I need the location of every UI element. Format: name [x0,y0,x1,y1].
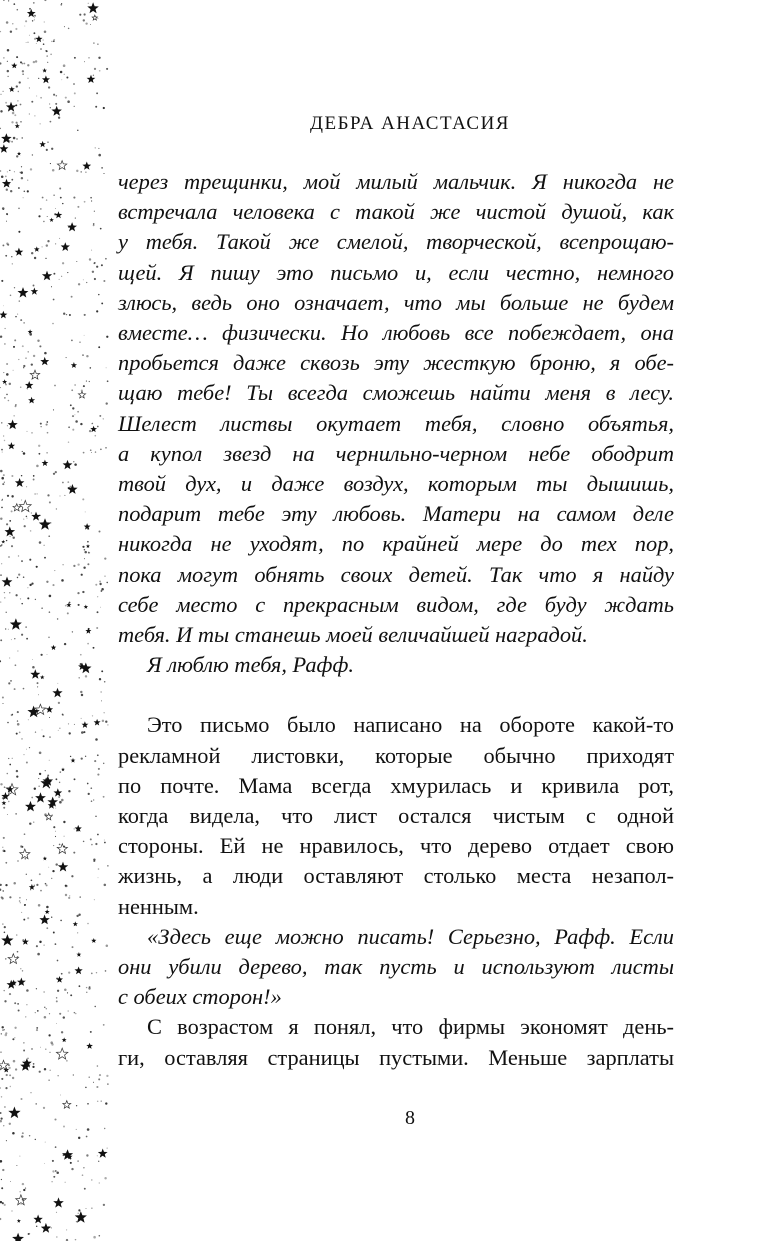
quote-paragraph [118,922,674,1013]
letter-text [118,167,674,680]
page-number: 8 [405,1107,415,1129]
letter-line: вместе… физически. Но любовь все побеждает, она [118,320,674,346]
narrative-line: ненным. [118,893,199,919]
letter-line: пока могут обнять своих детей. Так что я найду [118,561,674,587]
letter-line: себе место с прекрасным видом, где буду ждать [118,591,674,617]
narrative-line: по почте. Мама всегда хмурилась и кривила рот, [118,772,674,798]
letter-line: у тебя. Такой же смелой, творческой, всепрощаю- [118,229,674,255]
letter-line: тебя. И ты станешь моей величайшей наградой. [118,622,588,648]
letter-signoff: Я люблю тебя, Рафф. [147,652,354,678]
letter-line: злюсь, ведь оно означает, что мы больше не будем [118,289,674,315]
running-header: ДЕБРА АНАСТАСИЯ [310,113,510,134]
letter-line: щей. Я пишу это письмо и, если честно, немного [118,259,674,285]
quote-line: они убили дерево, так пусть и используют листы [118,954,674,980]
starry-border-decoration [0,0,112,1241]
letter-line: через трещинки, мой милый мальчик. Я никогда не [118,169,674,194]
quote-line: «Здесь еще можно писать! Серьезно, Рафф. Если [147,923,674,949]
closing-line: ги, оставляя страницы пустыми. Меньше зарплаты [118,1044,674,1070]
narrative-line: Это письмо было написано на обороте какой-то [147,712,674,738]
narrative-paragraph [118,710,674,921]
letter-line: твой дух, и даже воздух, которым ты дышишь, [118,471,674,497]
letter-line: встречала человека с такой же чистой душой, как [118,199,674,225]
narrative-line: рекламной листовки, которые обычно приходят [118,742,674,768]
narrative-line: жизнь, а люди оставляют столько места незапол- [118,863,674,889]
closing-paragraph [118,1012,674,1072]
letter-line: Шелест листвы окутает тебя, словно объятья, [118,410,674,436]
letter-line: щаю тебе! Ты всегда сможешь найти меня в лесу. [118,380,674,406]
letter-line: пробьется даже сквозь эту жесткую броню, я обе- [118,350,674,376]
quote-line: с обеих сторон!» [118,984,282,1010]
closing-line: С возрастом я понял, что фирмы экономят день- [147,1014,674,1040]
letter-line: а купол звезд на чернильно-черном небе ободрит [118,440,674,466]
section-gap [118,680,674,710]
letter-line: подарит тебе эту любовь. Матери на самом деле [118,501,674,527]
letter-line: никогда не уходят, по крайней мере до тех пор, [118,531,674,557]
narrative-line: стороны. Ей не нравилось, что дерево отдает свою [118,833,674,859]
page-body [118,167,674,1073]
narrative-line: когда видела, что лист остался чистым с одной [118,803,674,829]
